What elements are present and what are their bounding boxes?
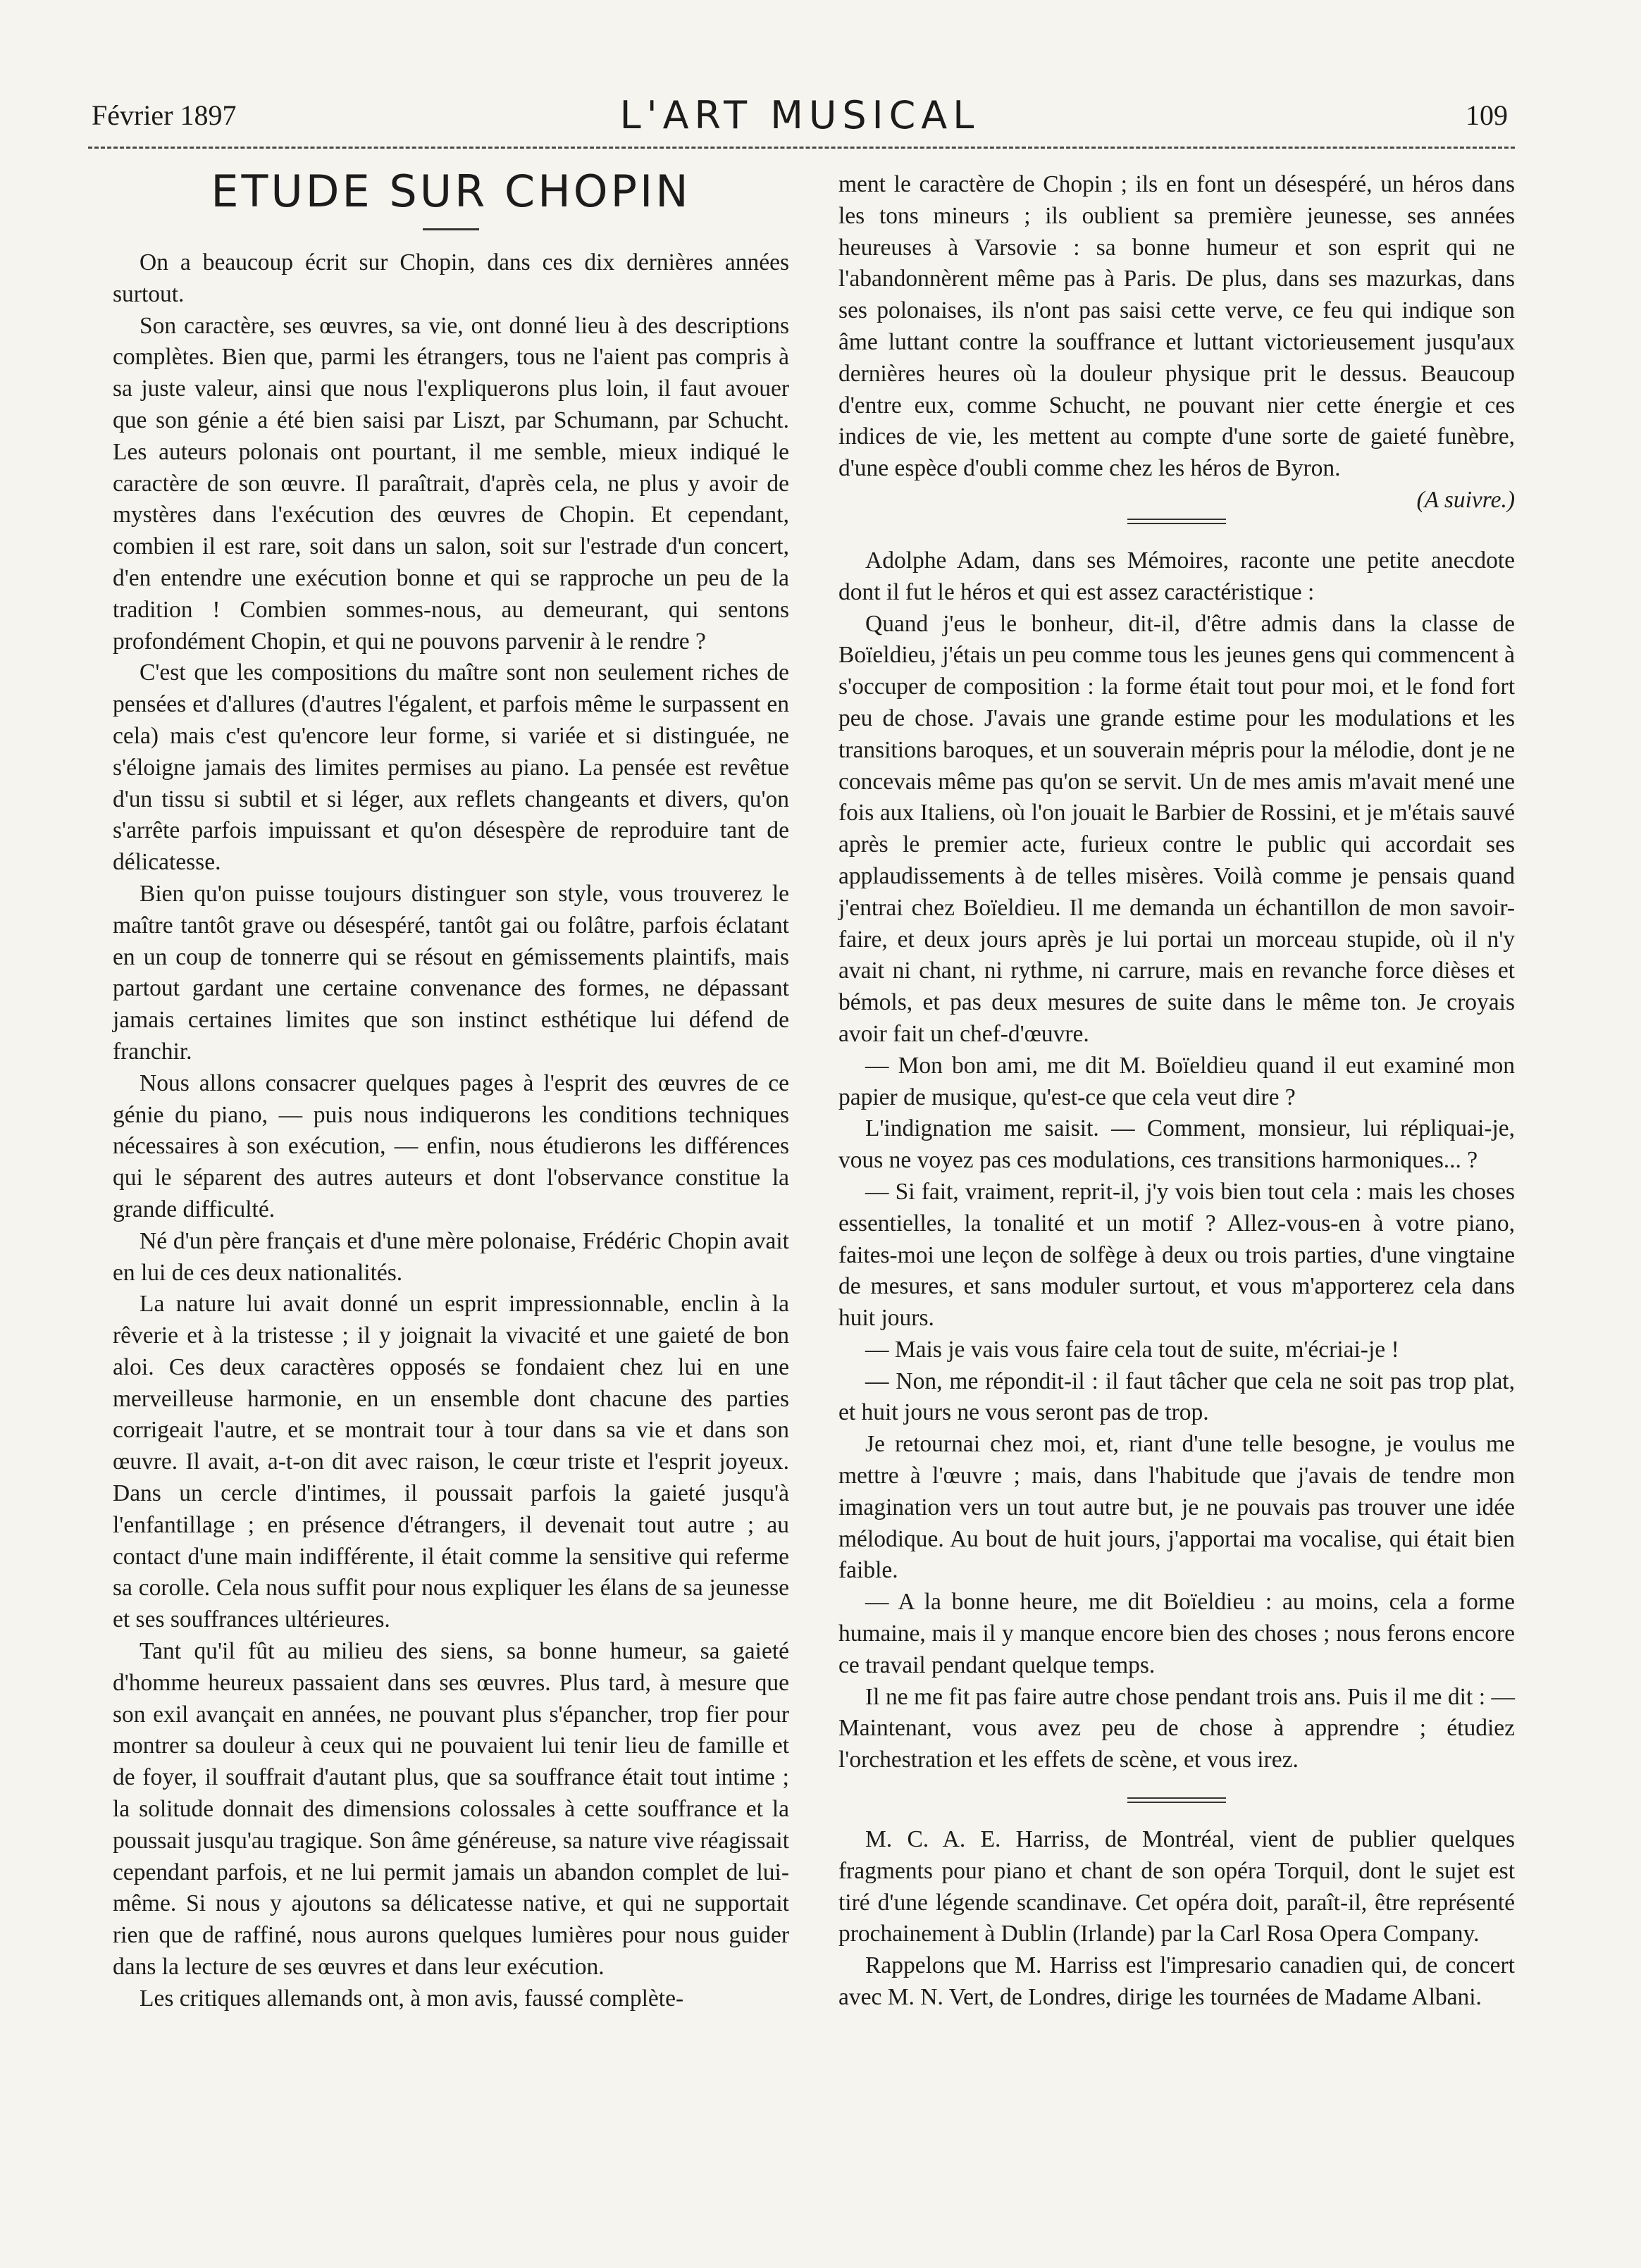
section-separator (1127, 1797, 1226, 1803)
page-number: 109 (1466, 99, 1508, 131)
anecdote-paragraph: — Non, me répondit-il : il faut tâcher que cela ne soit pas trop plat, et huit jours ne vous seront pas de trop. (838, 1368, 1515, 1426)
article-paragraph: Né d'un père français et d'une mère polonaise, Frédéric Chopin avait en lui de ces deux nationalités. (113, 1227, 789, 1286)
anecdote-paragraph: Adolphe Adam, dans ses Mémoires, raconte une petite anecdote dont il fut le héros et qui est assez caractéristique : (838, 547, 1515, 605)
header-rule (88, 147, 1515, 149)
anecdote-paragraph: — Mais je vais vous faire cela tout de suite, m'écriai-je ! (865, 1336, 1399, 1363)
article-continuation: ment le caractère de Chopin ; ils en font un désespéré, un héros dans les tons mineurs ; ils oublient sa première jeunesse, ses années heureuses à Varsovie : sa bonne humeur et son esprit qui ne l'abandonnèrent même pas à Paris. De plus, dans ses mazurkas, dans ses polonaises, ils n'ont pas saisi cette verve, ce feu qui indique son âme luttant contre la souffrance et luttant victorieusement jusqu'aux dernières heures où la douleur physique prit le dessus. Beaucoup d'entre eux, comme Schucht, ne pouvant nier cette énergie et ces indices de vie, les mettent au compte d'une sorte de gaieté funèbre, d'une espèce d'oubli comme chez les héros de Byron. (838, 171, 1515, 482)
article-paragraph: Nous allons consacrer quelques pages à l'esprit des œuvres de ce génie du piano, — puis nous indiquerons les conditions techniques nécessaires à son exécution, — enfin, nous étudierons les différences qui le séparent des autres auteurs et dont l'observance constitue la grande difficulté. (113, 1070, 789, 1222)
article-paragraph: On a beaucoup écrit sur Chopin, dans ces dix dernières années surtout. (113, 249, 789, 307)
journal-title: L'ART MUSICAL (619, 93, 980, 137)
article-paragraph: Tant qu'il fût au milieu des siens, sa bonne humeur, sa gaieté d'homme heureux passaient dans ses œuvres. Plus tard, à mesure que son exil avançait en années, ne pouvant plus s'épancher, trop fier pour montrer sa douleur à ceux qui ne pouvaient lui tenir lieu de famille et de foyer, il souffrait d'autant plus, que sa souffrance était tout intime ; la solitude donnait des dimensions colossales à cette souffrance et la poussait jusqu'au tragique. Son âme généreuse, sa nature vive réagissait cependant parfois, et ne lui permit jamais un abandon complet de lui-même. Si nous y ajoutons sa délicatesse native, et qui ne supportait rien que de raffiné, nous aurons quelques lumières pour nous guider dans la lecture de ses œuvres et dans leur exécution. (113, 1638, 789, 1981)
section-separator (1127, 519, 1226, 524)
article-paragraph: Son caractère, ses œuvres, sa vie, ont donné lieu à des descriptions complètes. Bien que, parmi les étrangers, tous ne l'aient pas compris à sa juste valeur, ainsi que nous l'expliquerons plus loin, il faut avouer que son génie a été bien saisi par Liszt, par Schumann, par Schucht. Les auteurs polonais ont pourtant, il me semble, mieux indiqué le caractère de son œuvre. Il paraîtrait, d'après cela, ne plus y avoir de mystères dans l'exécution des œuvres de Chopin. Et cependant, combien il est rare, soit dans un salon, soit sur l'estrade d'un concert, d'en entendre une exécution bonne et qui se rapproche un peu de la tradition ! Combien sommes-nous, au demeurant, qui sentons profondément Chopin, et qui ne pouvons parvenir à le rendre ? (113, 312, 789, 655)
left-column (113, 166, 789, 2015)
article-paragraph: Bien qu'on puisse toujours distinguer son style, vous trouverez le maître tantôt grave ou désespéré, tantôt gai ou folâtre, parfois éclatant en un coup de tonnerre qui se résout en gémissements plaintifs, mais partout gardant une certaine convenance des formes, ne dépassant jamais certaines limites que son instinct esthétique lui défend de franchir. (113, 880, 789, 1065)
continued-line (838, 485, 1515, 513)
anecdote-paragraph: L'indignation me saisit. — Comment, monsieur, lui répliquai-je, vous ne voyez pas ces modulations, ces transitions harmoniques... ? (838, 1115, 1515, 1174)
news-paragraph: M. C. A. E. Harriss, de Montréal, vient de publier quelques fragments pour piano et chant de son opéra Torquil, dont le sujet est tiré d'une légende scandinave. Cet opéra doit, paraît-il, être représenté prochainement à Dublin (Irlande) par la Carl Rosa Opera Company. (838, 1826, 1515, 1947)
anecdote-paragraph: Il ne me fit pas faire autre chose pendant trois ans. Puis il me dit : — Maintenant, vous avez peu de chose à apprendre ; étudiez l'orchestration et les effets de scène, et vous irez. (838, 1683, 1515, 1773)
anecdote-paragraph: Je retournai chez moi, et, riant d'une telle besogne, je voulus me mettre à l'œuvre ; mais, dans l'habitude que j'avais de tendre mon imagination vers un tout autre but, je ne pouvais pas trouver une idée mélodique. Au bout de huit jours, j'apportai ma vocalise, qui était bien faible. (838, 1431, 1515, 1584)
article-paragraph: Les critiques allemands ont, à mon avis, faussé complète- (140, 1985, 684, 2012)
anecdote-paragraph: Quand j'eus le bonheur, dit-il, d'être admis dans la classe de Boïeldieu, j'étais un peu comme tous les jeunes gens qui commencent à s'occuper de composition : la forme était tout pour moi, et le fond fort peu de chose. J'avais une grande estime pour les modulations et les transitions baroques, et un souverain mépris pour la mélodie, dont je ne concevais même pas qu'on se servit. Un de mes amis m'avait mené une fois aux Italiens, où l'on jouait le Barbier de Rossini, et je m'étais sauvé après le premier acte, furieux contre le public qui accordait ses applaudissements à de telles misères. Voilà comme je pensais quand j'entrai chez Boïeldieu. Il me demanda un échantillon de mon savoir-faire, et deux jours après je lui portai un morceau stupide, où il n'y avait ni chant, ni rythme, ni carrure, mais en revanche force dièses et bémols, et pas deux mesures de suite dans le même ton. Je croyais avoir fait un chef-d'œuvre. (838, 610, 1515, 1047)
to-be-continued: (A suivre.) (1416, 486, 1515, 513)
article-paragraph: C'est que les compositions du maître sont non seulement riches de pensées et d'allures (d'autres l'égalent, et parfois même le surpassent en cela) mais c'est qu'encore leur forme, si variée et si distinguée, ne s'éloigne jamais des limites permises au piano. La pensée est revêtue d'un tissu si subtil et si léger, aux reflets changeants et divers, qu'on s'arrête parfois impuissant et qu'on désespère de reproduire tant de délicatesse. (113, 659, 789, 876)
page-header (92, 93, 1508, 148)
anecdote-paragraph: — Si fait, vraiment, reprit-il, j'y vois bien tout cela : mais les choses essentielles, la tonalité et un motif ? Allez-vous-en à votre piano, faites-moi une leçon de solfège à deux ou trois parties, d'une vingtaine de mesures, et sans moduler surtout, et vous m'apporterez cela dans huit jours. (838, 1178, 1515, 1332)
anecdote-paragraph: — A la bonne heure, me dit Boïeldieu : au moins, cela a forme humaine, mais il y manque encore bien des choses ; nous ferons encore ce travail pendant quelque temps. (838, 1589, 1515, 1678)
article-paragraph: La nature lui avait donné un esprit impressionnable, enclin à la rêverie et à la tristesse ; il y joignait la vivacité et une gaieté de bon aloi. Ces deux caractères opposés se fondaient chez lui en une merveilleuse harmonie, en un ensemble dont chacune des parties corrigeait l'autre, et se montrait tour à tour dans sa vie et dans son œuvre. Il avait, a-t-on dit avec raison, le cœur triste et l'esprit joyeux. Dans un cercle d'intimes, il poussait parfois la gaieté jusqu'à l'enfantillage ; en présence d'étrangers, il devenait tout autre ; au contact d'une main indifférente, il était comme la sensitive qui referme sa corolle. Cela nous suffit pour nous expliquer les élans de sa jeunesse et ses souffrances ultérieures. (113, 1291, 789, 1633)
anecdote-paragraph: — Mon bon ami, me dit M. Boïeldieu quand il eut examiné mon papier de musique, qu'est-ce que cela veut dire ? (838, 1052, 1515, 1110)
issue-date: Février 1897 (92, 99, 237, 131)
right-column (838, 169, 1515, 2014)
article-title: ETUDE SUR CHOPIN (211, 166, 691, 217)
title-rule (423, 228, 479, 230)
news-paragraph: Rappelons que M. Harriss est l'impresario canadien qui, de concert avec M. N. Vert, de Londres, dirige les tournées de Madame Albani. (838, 1952, 1515, 2011)
